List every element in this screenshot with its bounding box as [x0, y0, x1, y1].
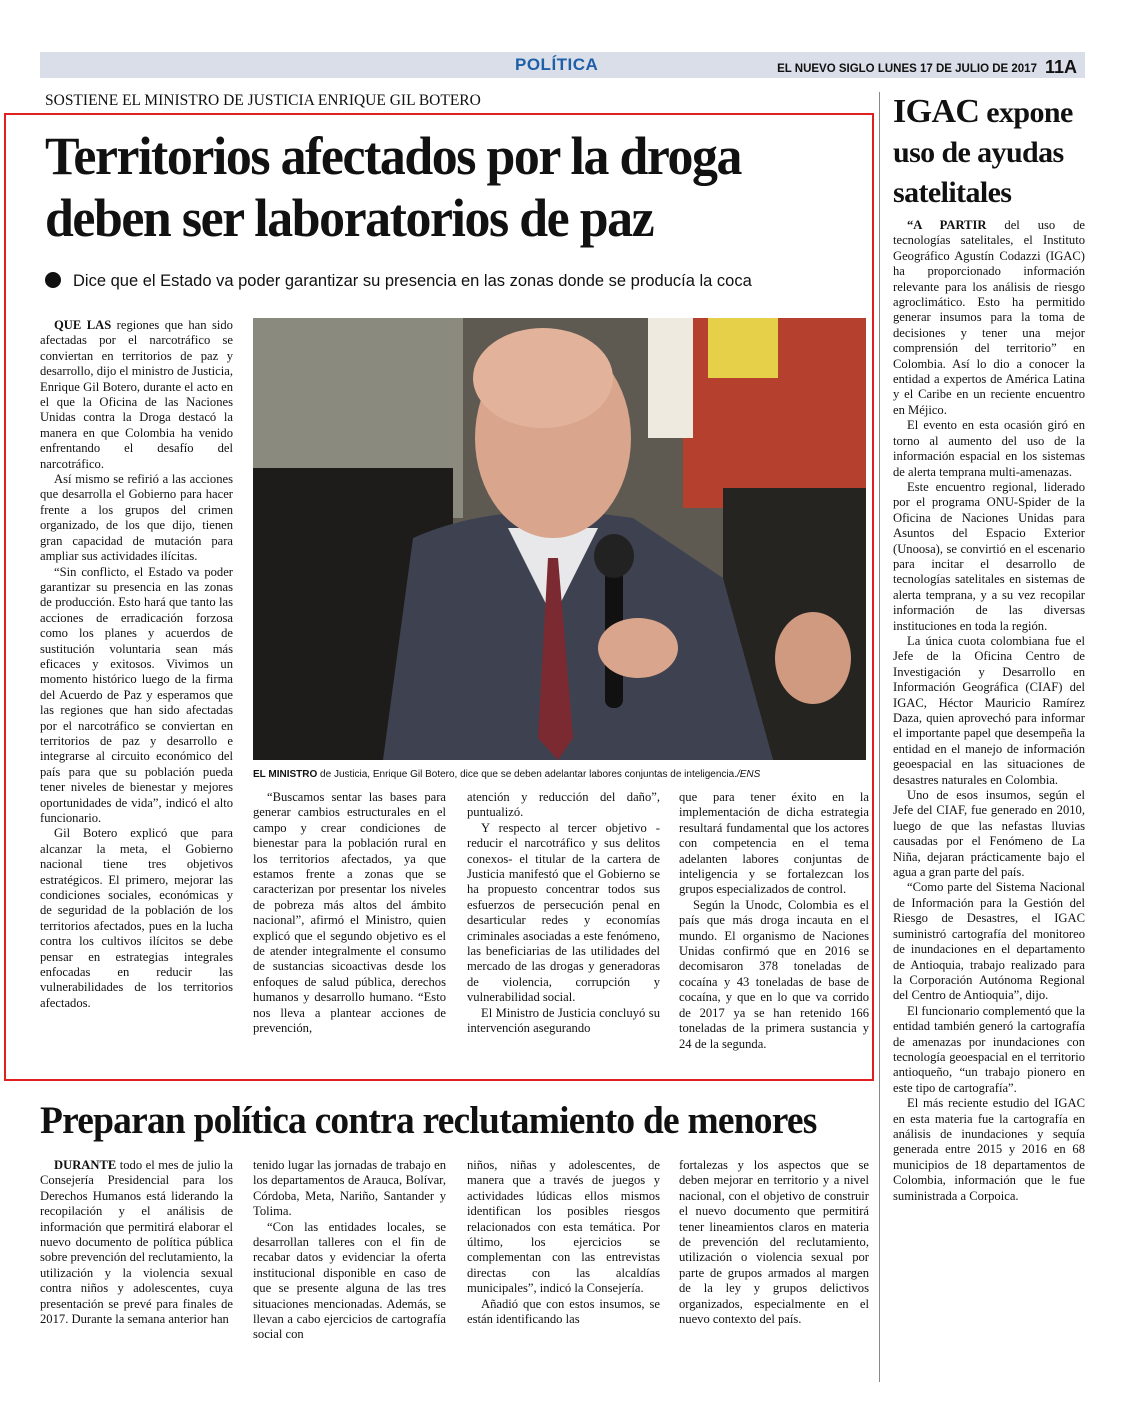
paragraph-text: El funcionario complementó que la entidad también generó la cartografía de amenazas por inundaciones con tecnología geoespacial en el territorio antioqueño, “un trabajo pionero en este tipo de cartografía”. [893, 1003, 1085, 1095]
paragraph [467, 1158, 660, 1297]
page-number: 11A [1044, 57, 1077, 77]
paragraph [467, 790, 660, 821]
paragraph [40, 565, 233, 827]
section-name: POLÍTICA [515, 55, 599, 74]
paragraph [467, 821, 660, 1006]
paragraph [40, 318, 233, 472]
lead-words: “A PARTIR [907, 218, 1005, 232]
sidebar-headline [893, 92, 1073, 213]
paragraph-text: que para tener éxito en la implementación de dicha estrategia resultará fundamental que los actores con competencia en el tema adelanten labores conjuntas de inteligencia y se fortalezcan los grupos especializados de control. [679, 790, 869, 897]
paragraph [253, 790, 446, 1037]
paragraph [679, 790, 869, 898]
photo-caption [253, 769, 866, 780]
column-rule [879, 92, 880, 1382]
paragraph [253, 1220, 446, 1343]
main-col-1 [40, 318, 233, 1011]
paragraph-text: Uno de esos insumos, según el Jefe del CIAF, fue generado en 2010, luego de que las nefastas lluvias causadas por el Fenómeno de La Niña, dejaran prácticamente bajo el agua a gran parte del país. [893, 788, 1085, 880]
paragraph-text: atención y reducción del daño”, puntualizó. [467, 790, 660, 820]
paragraph [679, 898, 869, 1052]
paragraph-text: del uso de tecnologías satelitales, el Instituto Geográfico Agustín Codazzi (IGAC) ha proporcionado información relevante para los análisis de riesgo agroclimático. Esto ha permitido generar insumos para la toma de decisiones y tener una mejor comprensión del territorio” en Colombia. Así lo dio a conocer la entidad a expertos de América Latina y el Caribe en un reciente encuentro en Méjico. [893, 218, 1085, 417]
paragraph [893, 218, 1085, 418]
main-col-3 [467, 790, 660, 1037]
paragraph-text: Y respecto al tercer objetivo -reducir el narcotráfico y sus delitos conexos- el titular de la cartera de Justicia manifestó que el Gobierno se ha propuesto concentrar todos sus esfuerzos de persecución penal en desarticular redes y economías criminales asociadas a este fenómeno, las beneficiarias de las utilidades del mercado de las drogas y generadoras de violencia, corrupción y vulnerabilidad social. [467, 820, 660, 1005]
paragraph [893, 480, 1085, 634]
minister-photo [253, 318, 866, 760]
paragraph-text: “Como parte del Sistema Nacional de Información para la Gestión del Riesgo de Desastres, el IGAC suministró cartografía del monitoreo de inundaciones en el departamento de Antioquia, trabajo realizado para la Corporación Autónoma Regional del Centro de Antioquia”, dijo. [893, 880, 1085, 1003]
paragraph-text: La única cuota colombiana fue el Jefe de la Oficina Centro de Investigación y Desarrollo en Información Geográfica (CIAF) del IGAC, Héctor Mauricio Ramírez Daza, quien aprovechó para informar el importante papel que desempeña la entidad en el manejo de información geoespacial en las situaciones de desastres naturales en Colombia. [893, 633, 1085, 787]
paragraph-text: “Sin conflicto, el Estado va poder garantizar su presencia en las zonas de producción. Esto hará que tanto las acciones de erradicación forzosa como los planes y acuerdos de sustitución voluntaria sean más eficaces y exitosos. Vivimos un momento histórico luego de la firma del Acuerdo de Paz y esperamos que las regiones que han sido afectadas por el narcotráfico se conviertan en territorios de paz y desarrollo e integrarse al circuito económico del país para que su población pueda tener niveles de bienestar y mejores oportunidades de vida”, indicó el alto funcionario. [40, 564, 233, 825]
paragraph [893, 880, 1085, 1003]
paper-date-text: EL NUEVO SIGLO LUNES 17 DE JULIO DE 2017 [777, 63, 1037, 75]
paragraph-text: Según la Unodc, Colombia es el país que más droga incauta en el mundo. El organismo de Naciones Unidas confirmó que en 2016 se decomisaron 378 toneladas de cocaína y 43 toneladas de base de cocaína, y que en lo que va corrido de 2017 ya se han retenido 166 toneladas de la primera sustancia y 24 de la segunda. [679, 897, 869, 1051]
paragraph [893, 1096, 1085, 1204]
photo-illustration [253, 318, 866, 760]
paragraph [40, 826, 233, 1011]
lead-words: QUE LAS [54, 318, 117, 332]
sidebar-body [893, 218, 1085, 1204]
paragraph-text: Añadió que con estos insumos, se están identificando las [467, 1296, 660, 1327]
paragraph-text: “Con las entidades locales, se desarrollan talleres con el fin de recabar datos y evidenciar la oferta institucional disponible en caso de que se presente alguna de las tres situaciones mencionadas. Además, se llevan a cabo ejercicios de cartografía social con [253, 1219, 446, 1342]
second-col-2 [253, 1158, 446, 1343]
paragraph [893, 418, 1085, 480]
paragraph [467, 1297, 660, 1328]
paragraph-text: Así mismo se refirió a las acciones que desarrolla el Gobierno para hacer frente a los grupos del crimen organizado, de los que dijo, tienen gran capacidad de mutación para ampliar sus actividades ilícitas. [40, 472, 233, 564]
paragraph [253, 1158, 446, 1220]
paragraph-text: niños, niñas y adolescentes, de manera que a través de juegos y actividades lúdicas ellos mismos identifican los posibles riesgos relacionados con esta temática. Por último, los ejercicios se complementan con las entrevistas directas con las alcaldías municipales”, indicó la Consejería. [467, 1158, 660, 1296]
main-col-2 [253, 790, 446, 1037]
paper-date [777, 56, 1077, 77]
second-headline: Preparan política contra reclutamiento de menores [40, 1099, 817, 1142]
main-col-4 [679, 790, 869, 1052]
article-subtitle [45, 272, 752, 291]
paragraph [679, 1158, 869, 1327]
caption-credit: /ENS [736, 769, 761, 780]
paragraph-text: El más reciente estudio del IGAC en esta materia fue la cartografía en análisis de inundaciones y sequía generada entre 2015 y 2016 en 68 municipios de 18 departamentos de Colombia, información que le fue suministrada a Corpoica. [893, 1096, 1085, 1203]
article-headline: Territorios afectados por la droga deben ser laboratorios de paz [45, 126, 741, 248]
subtitle-text: Dice que el Estado va poder garantizar su presencia en las zonas donde se producía la coca [73, 272, 752, 290]
paragraph-text: tenido lugar las jornadas de trabajo en los departamentos de Arauca, Bolívar, Córdoba, Meta, Nariño, Santander y Tolima. [253, 1158, 446, 1219]
caption-lead: EL MINISTRO [253, 769, 318, 780]
article-kicker: SOSTIENE EL MINISTRO DE JUSTICIA ENRIQUE GIL BOTERO [45, 92, 481, 109]
paragraph [893, 1004, 1085, 1096]
paragraph [893, 634, 1085, 788]
paragraph-text: El evento en esta ocasión giró en torno al aumento del uso de la información espacial en los sistemas de alerta temprana multi-amenazas. [893, 418, 1085, 479]
second-col-3 [467, 1158, 660, 1327]
caption-text: de Justicia, Enrique Gil Botero, dice que se deben adelantar labores conjuntas de inteligencia. [320, 769, 737, 780]
sidebar-headline-big: IGAC [893, 93, 980, 130]
paragraph [467, 1006, 660, 1037]
paragraph-text: Gil Botero explicó que para alcanzar la meta, el Gobierno nacional tiene tres objetivos estratégicos. El primero, mejorar las condiciones sociales, económicas y de seguridad de la población de los territorios afectados, pues en la lucha contra los cultivos ilícitos se debe pensar en estrategias integrales enfocadas en reducir las vulnerabilidades de los territorios afectados. [40, 826, 233, 1010]
paragraph-text: fortalezas y los aspectos que se deben mejorar en territorio y a nivel nacional, con el objetivo de construir el nuevo documento que permitirá tener lineamientos claros en materia de prevención del reclutamiento, utilización o violencia sexual por parte de grupos armados al margen de la ley y grupos delictivos organizados, especialmente en el nuevo contexto del país. [679, 1158, 869, 1327]
paragraph-text: todo el mes de julio la Consejería Presidencial para los Derechos Humanos está liderando la recopilación y el análisis de información que permitirá elaborar el nuevo documento de política pública sobre prevención del reclutamiento, la utilización y la violencia sexual contra niños y adolescentes, cuya presentación se prevé para finales de 2017. Durante la semana anterior han [40, 1158, 233, 1327]
second-col-1 [40, 1158, 233, 1327]
page-header-bar [40, 52, 1085, 78]
second-col-4 [679, 1158, 869, 1327]
paragraph-text: “Buscamos sentar las bases para generar cambios estructurales en el campo y crear condiciones de bienestar para la población rural en los territorios afectados, ya que estamos frente a zonas que se caracterizan por presentar los niveles de pobreza más altos del ámbito nacional”, afirmó el Ministro, quien explicó que el segundo objetivo es el de atender integralmente el consumo de sustancias sicoactivas desde los enfoques de salud pública, derechos humanos y desarrollo humano. “Esto nos lleva a plantear acciones de prevención, [253, 790, 446, 1036]
paragraph-text: regiones que han sido afectadas por el narcotráfico se conviertan en territorios de paz y desarrollo, dijo el ministro de Justicia, Enrique Gil Botero, durante el acto en el que la Oficina de las Naciones Unidas contra la Droga destacó la manera en que Colombia ha venido enfrentando el desafío del narcotráfico. [40, 318, 233, 471]
sidebar-headline-rest: expone uso de ayudas satelitales [893, 96, 1073, 209]
paragraph-text: Este encuentro regional, liderado por el programa ONU-Spider de la Oficina de Naciones Unidas para Asuntos del Espacio Exterior (Unoosa), se convirtió en el escenario para incitar el desarrollo de tecnologías satelitales en sistemas de alerta temprana, y a su vez recopilar información de las diversas instituciones en toda la región. [893, 479, 1085, 633]
paragraph [893, 788, 1085, 880]
lead-words: DURANTE [54, 1158, 120, 1172]
paragraph [40, 472, 233, 564]
paragraph [40, 1158, 233, 1327]
paragraph-text: El Ministro de Justicia concluyó su intervención asegurando [467, 1005, 660, 1036]
bullet-dot [45, 272, 61, 288]
